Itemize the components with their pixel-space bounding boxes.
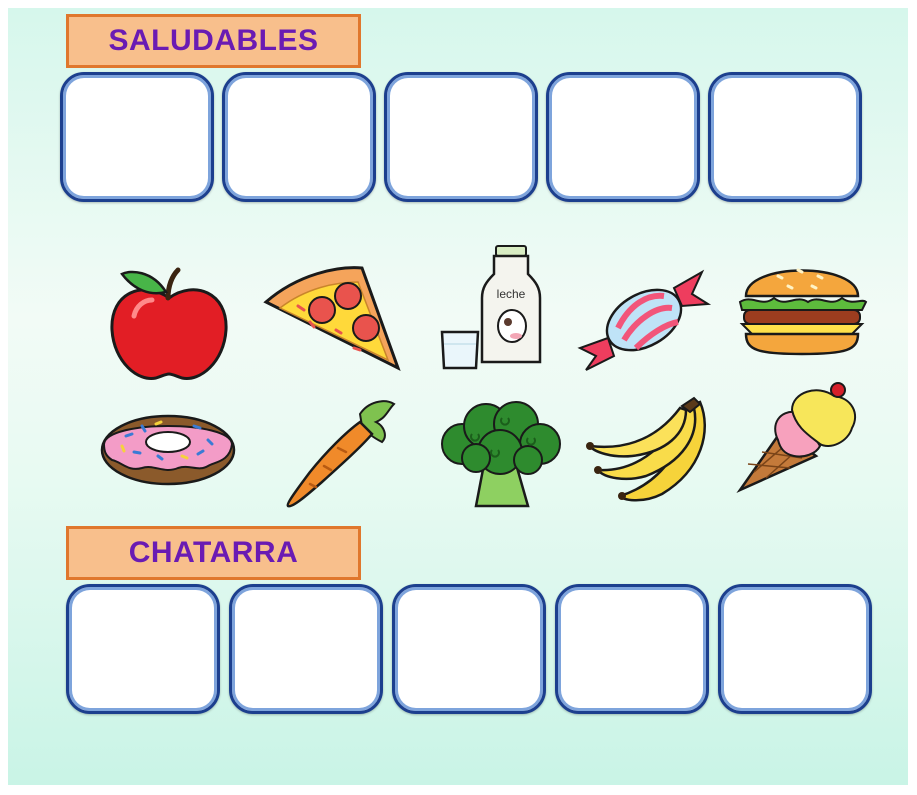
- apple-icon[interactable]: [104, 258, 234, 388]
- broccoli-icon[interactable]: [432, 394, 568, 514]
- milk-bottle-icon[interactable]: [436, 244, 546, 374]
- pizza-slice-icon[interactable]: [258, 260, 403, 375]
- donut-icon[interactable]: [98, 406, 238, 486]
- burger-icon[interactable]: [732, 248, 872, 358]
- junk-drop-slot[interactable]: [392, 584, 546, 714]
- candy-icon[interactable]: [574, 264, 709, 374]
- carrot-icon[interactable]: [276, 392, 406, 512]
- ice-cream-icon[interactable]: [734, 380, 868, 500]
- junk-drop-slot[interactable]: [66, 584, 220, 714]
- healthy-drop-slot[interactable]: [708, 72, 862, 202]
- junk-section-label: CHATARRA: [66, 526, 361, 580]
- healthy-drop-slot[interactable]: [222, 72, 376, 202]
- healthy-drop-slot[interactable]: [60, 72, 214, 202]
- worksheet-canvas: [8, 8, 908, 785]
- junk-drop-slot[interactable]: [229, 584, 383, 714]
- milk-bottle-label: leche: [496, 287, 526, 301]
- junk-drop-slot[interactable]: [555, 584, 709, 714]
- banana-icon[interactable]: [582, 390, 722, 510]
- healthy-drop-slot[interactable]: [546, 72, 700, 202]
- junk-drop-slot[interactable]: [718, 584, 872, 714]
- healthy-drop-slot[interactable]: [384, 72, 538, 202]
- healthy-section-label: SALUDABLES: [66, 14, 361, 68]
